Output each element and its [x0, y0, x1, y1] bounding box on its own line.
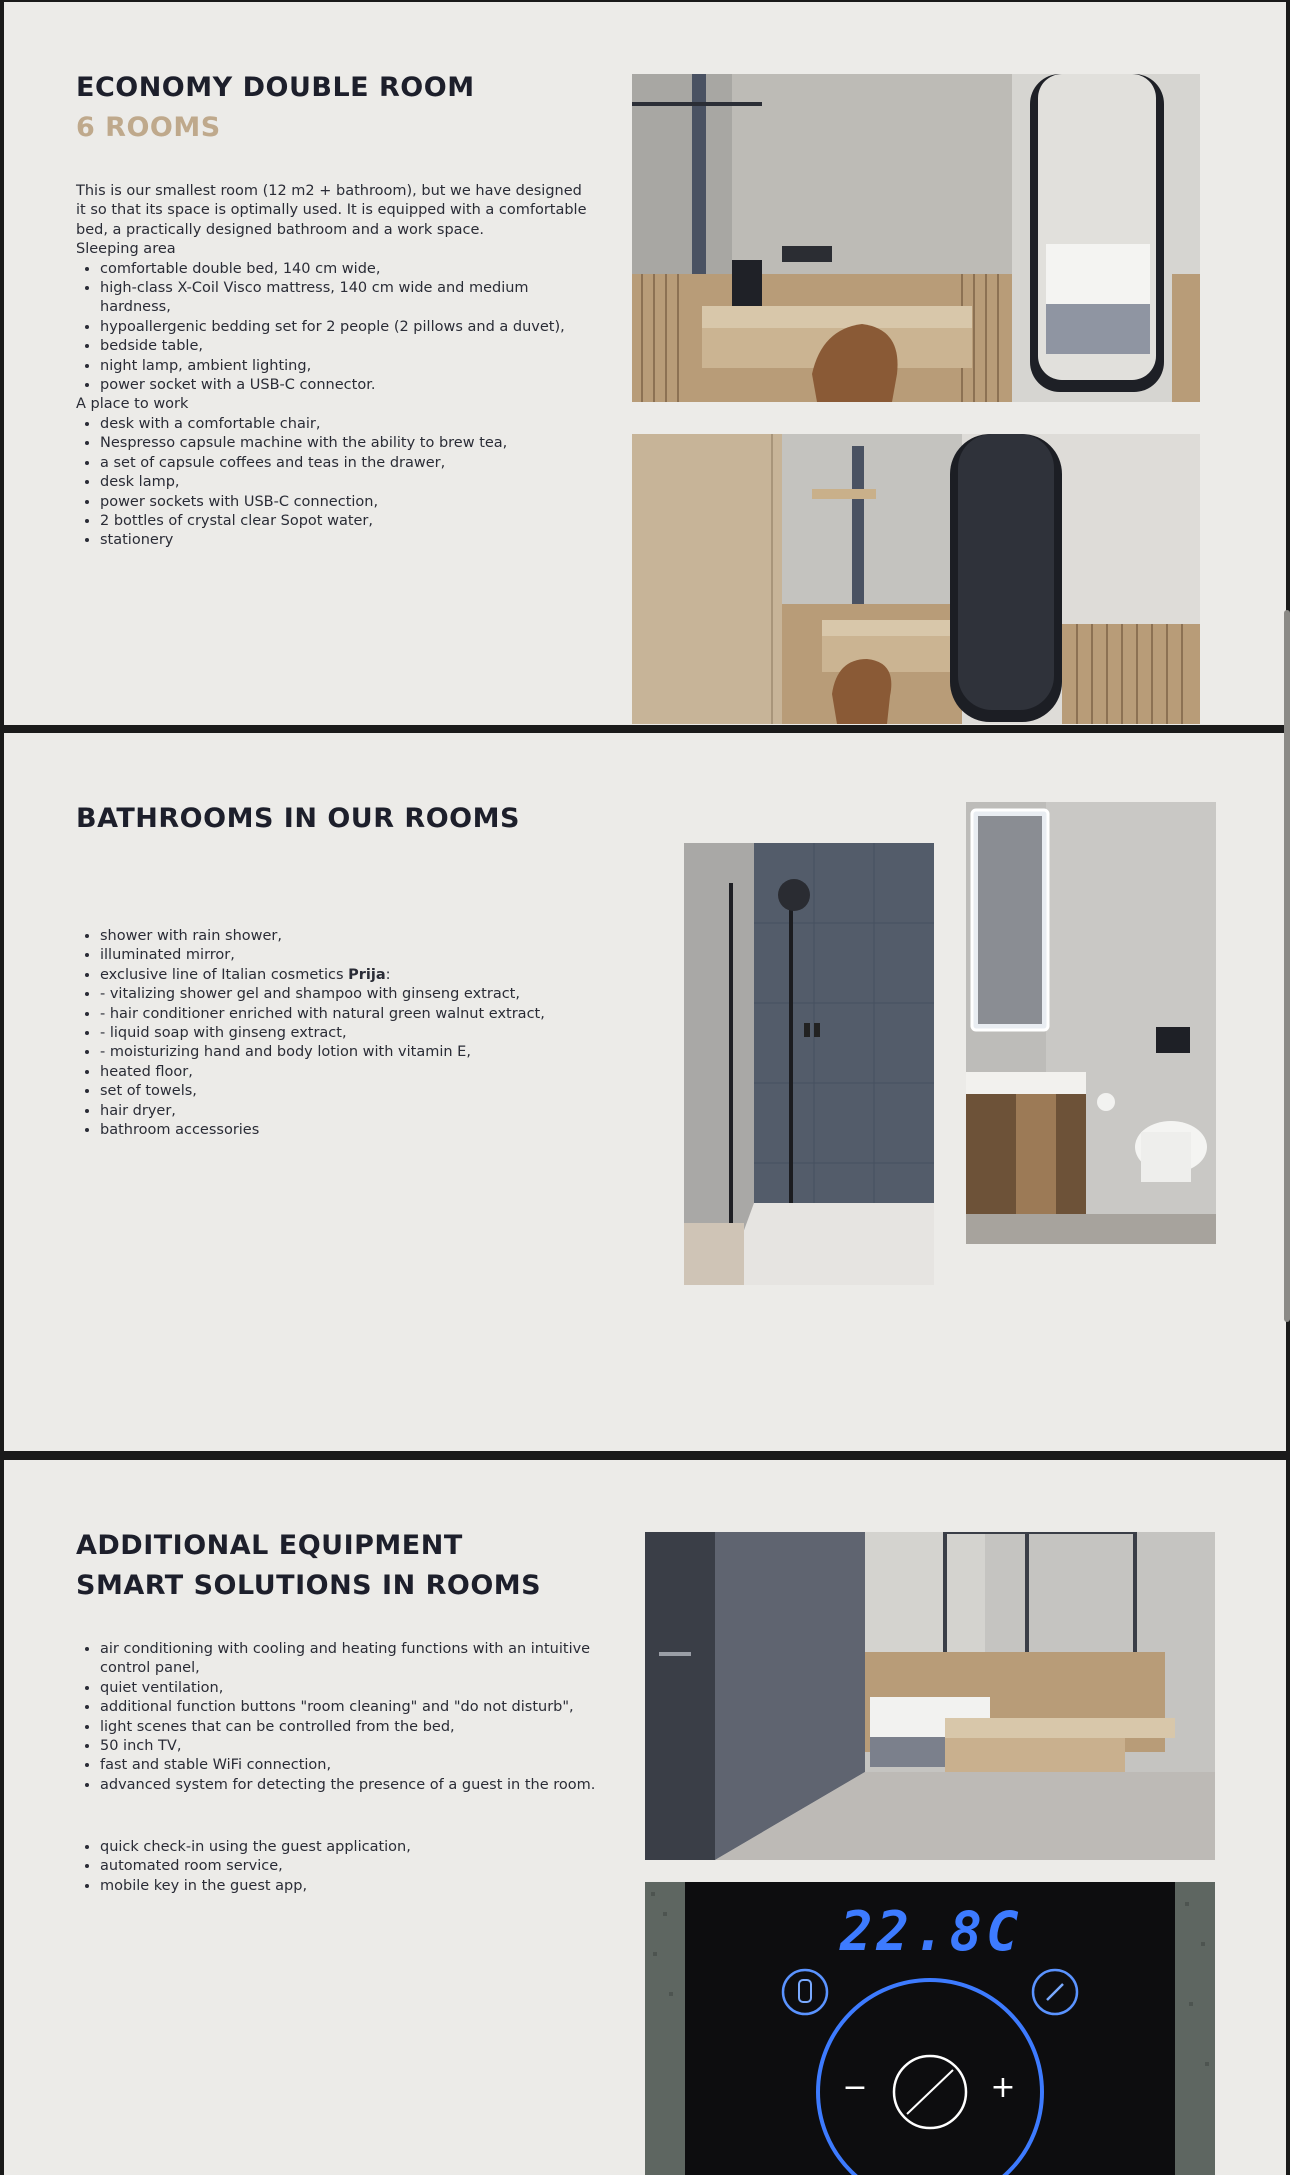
cosmetics-brand: Prija	[348, 966, 386, 983]
temperature-increase-button[interactable]: +	[990, 2070, 1016, 2105]
room-overview-photo	[645, 1532, 1215, 1860]
list-item: • stationery	[100, 531, 596, 550]
equipment-list	[76, 1640, 606, 1795]
guest-app-list	[76, 1838, 606, 1896]
page-scrollbar[interactable]	[1284, 610, 1290, 1322]
room-desk-mirror-photo	[632, 74, 1200, 402]
list-item: • illuminated mirror,	[100, 946, 636, 965]
list-item: • quiet ventilation,	[100, 1679, 606, 1698]
room-wardrobe-desk-photo	[632, 434, 1200, 724]
climate-control-panel-photo	[645, 1882, 1215, 2175]
economy-room-description	[76, 182, 596, 551]
bathroom-amenities-list	[76, 927, 636, 1140]
sleeping-area-list	[76, 260, 596, 396]
cosmetics-suffix: :	[385, 966, 391, 983]
list-item: • comfortable double bed, 140 cm wide,	[100, 260, 596, 279]
list-item: • Nespresso capsule machine with the ability to brew tea,	[100, 434, 596, 453]
list-item: • additional function buttons "room cleaning" and "do not disturb",	[100, 1698, 606, 1717]
list-item: • 50 inch TV,	[100, 1737, 606, 1756]
list-item: • high-class X-Coil Visco mattress, 140 cm wide and medium hardness,	[100, 279, 596, 318]
list-item: • air conditioning with cooling and heating functions with an intuitive control panel,	[100, 1640, 606, 1679]
bathrooms-title: BATHROOMS IN OUR ROOMS	[76, 803, 520, 834]
work-area-heading: A place to work	[76, 396, 189, 413]
equipment-features	[76, 1640, 606, 1795]
list-item: • light scenes that can be controlled from the bed,	[100, 1718, 606, 1737]
shower-photo	[684, 843, 934, 1285]
list-item: • - hair conditioner enriched with natural green walnut extract,	[100, 1005, 636, 1024]
economy-room-title: ECONOMY DOUBLE ROOM	[76, 72, 475, 103]
bathroom-amenities	[76, 927, 636, 1140]
list-item: • set of towels,	[100, 1082, 636, 1101]
list-item: • mobile key in the guest app,	[100, 1877, 606, 1896]
list-item: • - vitalizing shower gel and shampoo with ginseng extract,	[100, 985, 636, 1004]
list-item: • quick check-in using the guest application,	[100, 1838, 606, 1857]
power-fan-button[interactable]	[894, 2056, 966, 2128]
temperature-display: 22.8C	[840, 1900, 1023, 1963]
list-item: • 2 bottles of crystal clear Sopot water,	[100, 512, 596, 531]
list-item: • a set of capsule coffees and teas in the drawer,	[100, 454, 596, 473]
list-item: • hair dryer,	[100, 1102, 636, 1121]
list-item: • hypoallergenic bedding set for 2 people (2 pillows and a duvet),	[100, 318, 596, 337]
list-item: • heated floor,	[100, 1063, 636, 1082]
list-item: • desk with a comfortable chair,	[100, 415, 596, 434]
list-item: • night lamp, ambient lighting,	[100, 357, 596, 376]
economy-room-section	[4, 2, 1286, 725]
equipment-title: ADDITIONAL EQUIPMENT	[76, 1530, 463, 1561]
economy-intro: This is our smallest room (12 m2 + bathroom), but we have designed it so that its space is optimally used. It is equipped with a comfortable bed, a practically designed bathroom and a work space.	[76, 183, 587, 238]
cosmetics-text: exclusive line of Italian cosmetics	[100, 966, 349, 983]
list-item: • bathroom accessories	[100, 1121, 636, 1140]
list-item: • desk lamp,	[100, 473, 596, 492]
smart-solutions-title: SMART SOLUTIONS IN ROOMS	[76, 1570, 542, 1601]
list-item	[100, 966, 636, 985]
do-not-disturb-icon[interactable]	[781, 1968, 829, 2016]
bathrooms-section	[4, 733, 1286, 1451]
list-item: • fast and stable WiFi connection,	[100, 1756, 606, 1775]
list-item: • shower with rain shower,	[100, 927, 636, 946]
list-item: • - moisturizing hand and body lotion with vitamin E,	[100, 1043, 636, 1062]
sleeping-area-heading: Sleeping area	[76, 241, 176, 258]
work-area-list	[76, 415, 596, 551]
list-item: • advanced system for detecting the presence of a guest in the room.	[100, 1776, 606, 1795]
temperature-decrease-button[interactable]: −	[842, 2070, 868, 2105]
room-cleaning-icon[interactable]	[1031, 1968, 1079, 2016]
list-item: • bedside table,	[100, 337, 596, 356]
list-item: • power socket with a USB-C connector.	[100, 376, 596, 395]
equipment-section	[4, 1460, 1286, 2175]
economy-room-count: 6 ROOMS	[76, 112, 221, 143]
bathroom-sink-photo	[966, 802, 1216, 1244]
list-item: • - liquid soap with ginseng extract,	[100, 1024, 636, 1043]
list-item: • automated room service,	[100, 1857, 606, 1876]
list-item: • power sockets with USB-C connection,	[100, 493, 596, 512]
guest-app-features	[76, 1838, 606, 1896]
